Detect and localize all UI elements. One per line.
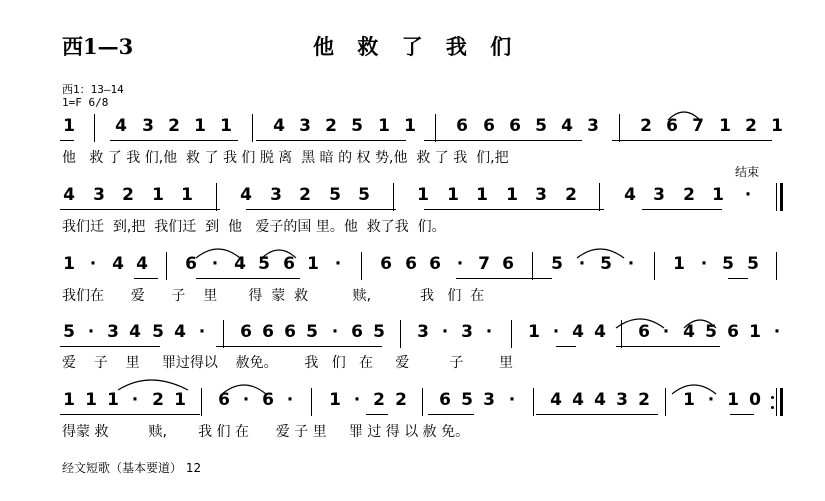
- note-digit: 1: [181, 185, 193, 205]
- note-digit: 6: [240, 322, 252, 342]
- note-digit: 5: [705, 322, 717, 342]
- dot-mark: ·: [627, 254, 635, 274]
- dot-mark: ·: [508, 390, 516, 410]
- dot-mark: ·: [456, 254, 464, 274]
- note-digit: 3: [535, 185, 547, 205]
- note-digit: 3: [270, 185, 282, 205]
- slur: [196, 249, 240, 258]
- note-digit: 1: [63, 390, 75, 410]
- note-digit: 1: [107, 390, 119, 410]
- key-signature: 1=F 6/8: [62, 96, 109, 109]
- note-digit: 4: [115, 116, 127, 136]
- note-digit: 3: [587, 116, 599, 136]
- note-digit: 2: [683, 185, 695, 205]
- dot-mark: ·: [700, 254, 708, 274]
- note-digit: 1: [85, 390, 97, 410]
- note-digit: 5: [373, 322, 385, 342]
- dot-mark: ·: [131, 390, 139, 410]
- note-digit: 5: [351, 116, 363, 136]
- note-digit: 1: [673, 254, 685, 274]
- note-digit: 5: [747, 254, 759, 274]
- lyrics-line-2: 我们迁 到,把 我们迁 到 他 爱子的国 里。他 救了我 们。: [62, 219, 446, 235]
- dot-mark: ·: [286, 390, 294, 410]
- note-digit: 3: [616, 390, 628, 410]
- note-digit: 2: [168, 116, 180, 136]
- slur: [118, 380, 188, 390]
- beam: [60, 346, 160, 347]
- note-digit: 5: [551, 254, 563, 274]
- note-digit: 2: [565, 185, 577, 205]
- note-digit: 4: [129, 322, 141, 342]
- note-digit: 2: [299, 185, 311, 205]
- beam: [424, 209, 604, 210]
- dot-mark: ·: [198, 322, 206, 342]
- note-digit: 1: [719, 116, 731, 136]
- beam: [536, 414, 658, 415]
- slur: [684, 320, 716, 328]
- note-digit: 6: [262, 390, 274, 410]
- beam: [728, 278, 748, 279]
- note-digit: 4: [572, 390, 584, 410]
- note-digit: 6: [283, 254, 295, 274]
- beam: [134, 278, 158, 279]
- lyrics-line-5: 得蒙 救 赎, 我 们 在 爱 子 里 罪 过 得 以 赦 免。: [62, 424, 470, 440]
- note-digit: 1: [194, 116, 206, 136]
- note-digit: 2: [152, 390, 164, 410]
- note-digit: 6: [380, 254, 392, 274]
- dot-mark: ·: [773, 322, 781, 342]
- note-digit: 3: [93, 185, 105, 205]
- note-digit: 6: [509, 116, 521, 136]
- note-digit: 4: [234, 254, 246, 274]
- note-digit: 5: [306, 322, 318, 342]
- note-digit: 5: [461, 390, 473, 410]
- slur: [616, 319, 664, 328]
- dot-mark: ·: [242, 390, 250, 410]
- note-digit: 1: [712, 185, 724, 205]
- beam: [246, 209, 396, 210]
- note-digit: 4: [683, 322, 695, 342]
- dot-mark: ·: [662, 322, 670, 342]
- note-digit: 6: [502, 254, 514, 274]
- note-digit: 6: [666, 116, 678, 136]
- note-digit: 1: [63, 116, 75, 136]
- note-digit: 2: [395, 390, 407, 410]
- lyrics-line-1: 他 救 了 我 们,他 救 了 我 们 脱 离 黑 暗 的 权 势,他 救 了 我 们,把: [62, 150, 509, 166]
- dot-mark: ·: [578, 254, 586, 274]
- note-digit: 6: [727, 322, 739, 342]
- note-digit: 6: [429, 254, 441, 274]
- note-digit: 1: [771, 116, 783, 136]
- slur: [577, 249, 624, 258]
- beam: [428, 414, 474, 415]
- note-digit: 1: [307, 254, 319, 274]
- note-digit: 4: [273, 116, 285, 136]
- note-digit: 5: [600, 254, 612, 274]
- note-digit: 6: [638, 322, 650, 342]
- note-digit: 4: [174, 322, 186, 342]
- note-digit: 4: [112, 254, 124, 274]
- note-digit: 1: [476, 185, 488, 205]
- note-digit: 5: [535, 116, 547, 136]
- note-digit: 4: [594, 322, 606, 342]
- dot-mark: ·: [441, 322, 449, 342]
- note-digit: 0: [749, 390, 761, 410]
- note-digit: 1: [506, 185, 518, 205]
- beam: [216, 346, 382, 347]
- note-digit: 1: [152, 185, 164, 205]
- note-digit: 1: [220, 116, 232, 136]
- hymn-title: 他 救 了 我 们: [313, 34, 520, 59]
- note-digit: 4: [624, 185, 636, 205]
- note-digit: 6: [351, 322, 363, 342]
- note-digit: 1: [404, 116, 416, 136]
- note-digit: 2: [122, 185, 134, 205]
- beam: [60, 414, 200, 415]
- note-digit: 3: [142, 116, 154, 136]
- note-digit: 1: [329, 390, 341, 410]
- end-mark: 结束: [735, 165, 760, 179]
- dot-mark: ·: [485, 322, 493, 342]
- dot-mark: ·: [707, 390, 715, 410]
- note-digit: 2: [745, 116, 757, 136]
- slur: [668, 112, 700, 120]
- note-digit: 1: [727, 390, 739, 410]
- note-digit: 2: [373, 390, 385, 410]
- beam: [366, 414, 388, 415]
- beam: [616, 346, 720, 347]
- beam: [60, 209, 220, 210]
- note-digit: 5: [358, 185, 370, 205]
- slur: [222, 385, 266, 394]
- note-digit: 1: [378, 116, 390, 136]
- note-digit: 6: [262, 322, 274, 342]
- note-digit: 6: [185, 254, 197, 274]
- beam: [642, 209, 722, 210]
- beam: [424, 140, 582, 141]
- note-digit: 1: [749, 322, 761, 342]
- note-digit: 1: [417, 185, 429, 205]
- note-digit: 3: [107, 322, 119, 342]
- note-digit: 5: [258, 254, 270, 274]
- note-digit: 1: [683, 390, 695, 410]
- dot-mark: ·: [89, 254, 97, 274]
- note-digit: 1: [63, 254, 75, 274]
- note-digit: 3: [483, 390, 495, 410]
- slur: [262, 250, 296, 258]
- beam: [196, 278, 300, 279]
- note-digit: 7: [692, 116, 704, 136]
- beam: [110, 140, 238, 141]
- note-digit: 3: [461, 322, 473, 342]
- note-digit: 2: [640, 116, 652, 136]
- note-digit: 1: [174, 390, 186, 410]
- note-digit: 3: [299, 116, 311, 136]
- beam: [256, 140, 406, 141]
- dot-mark: ·: [211, 254, 219, 274]
- note-digit: 5: [63, 322, 75, 342]
- note-digit: 4: [594, 390, 606, 410]
- dot-mark: ·: [331, 322, 339, 342]
- note-digit: 3: [653, 185, 665, 205]
- note-digit: 7: [478, 254, 490, 274]
- note-digit: 4: [136, 254, 148, 274]
- beam: [556, 346, 576, 347]
- dot-mark: ·: [353, 390, 361, 410]
- hymn-code: 西1—3: [62, 34, 134, 59]
- lyrics-line-4: 爱 子 里 罪过得以 赦免。 我 们 在 爱 子 里: [62, 355, 513, 371]
- dot-mark: ·: [744, 185, 752, 205]
- note-digit: 1: [447, 185, 459, 205]
- dot-mark: ·: [552, 322, 560, 342]
- beam: [730, 414, 754, 415]
- note-digit: 4: [240, 185, 252, 205]
- note-digit: 6: [483, 116, 495, 136]
- dot-mark: ·: [87, 322, 95, 342]
- note-digit: 5: [329, 185, 341, 205]
- note-digit: 2: [638, 390, 650, 410]
- footer-source: 经文短歌（基本要道） 12: [62, 461, 202, 475]
- beam: [456, 278, 552, 279]
- note-digit: 5: [722, 254, 734, 274]
- note-digit: 4: [550, 390, 562, 410]
- note-digit: 6: [439, 390, 451, 410]
- note-digit: 2: [325, 116, 337, 136]
- beam: [60, 140, 74, 141]
- slur: [672, 385, 716, 394]
- dot-mark: ·: [334, 254, 342, 274]
- scripture-reference: 西1：13—14: [62, 83, 124, 96]
- note-digit: 6: [218, 390, 230, 410]
- note-digit: 1: [528, 322, 540, 342]
- lyrics-line-3: 我们在 爱 子 里 得 蒙 救 赎, 我 们 在: [62, 288, 485, 304]
- note-digit: 4: [572, 322, 584, 342]
- note-digit: 6: [405, 254, 417, 274]
- note-digit: 5: [152, 322, 164, 342]
- note-digit: 4: [561, 116, 573, 136]
- note-digit: 6: [456, 116, 468, 136]
- note-digit: 3: [417, 322, 429, 342]
- beam: [612, 140, 772, 141]
- note-digit: 6: [284, 322, 296, 342]
- note-digit: 4: [63, 185, 75, 205]
